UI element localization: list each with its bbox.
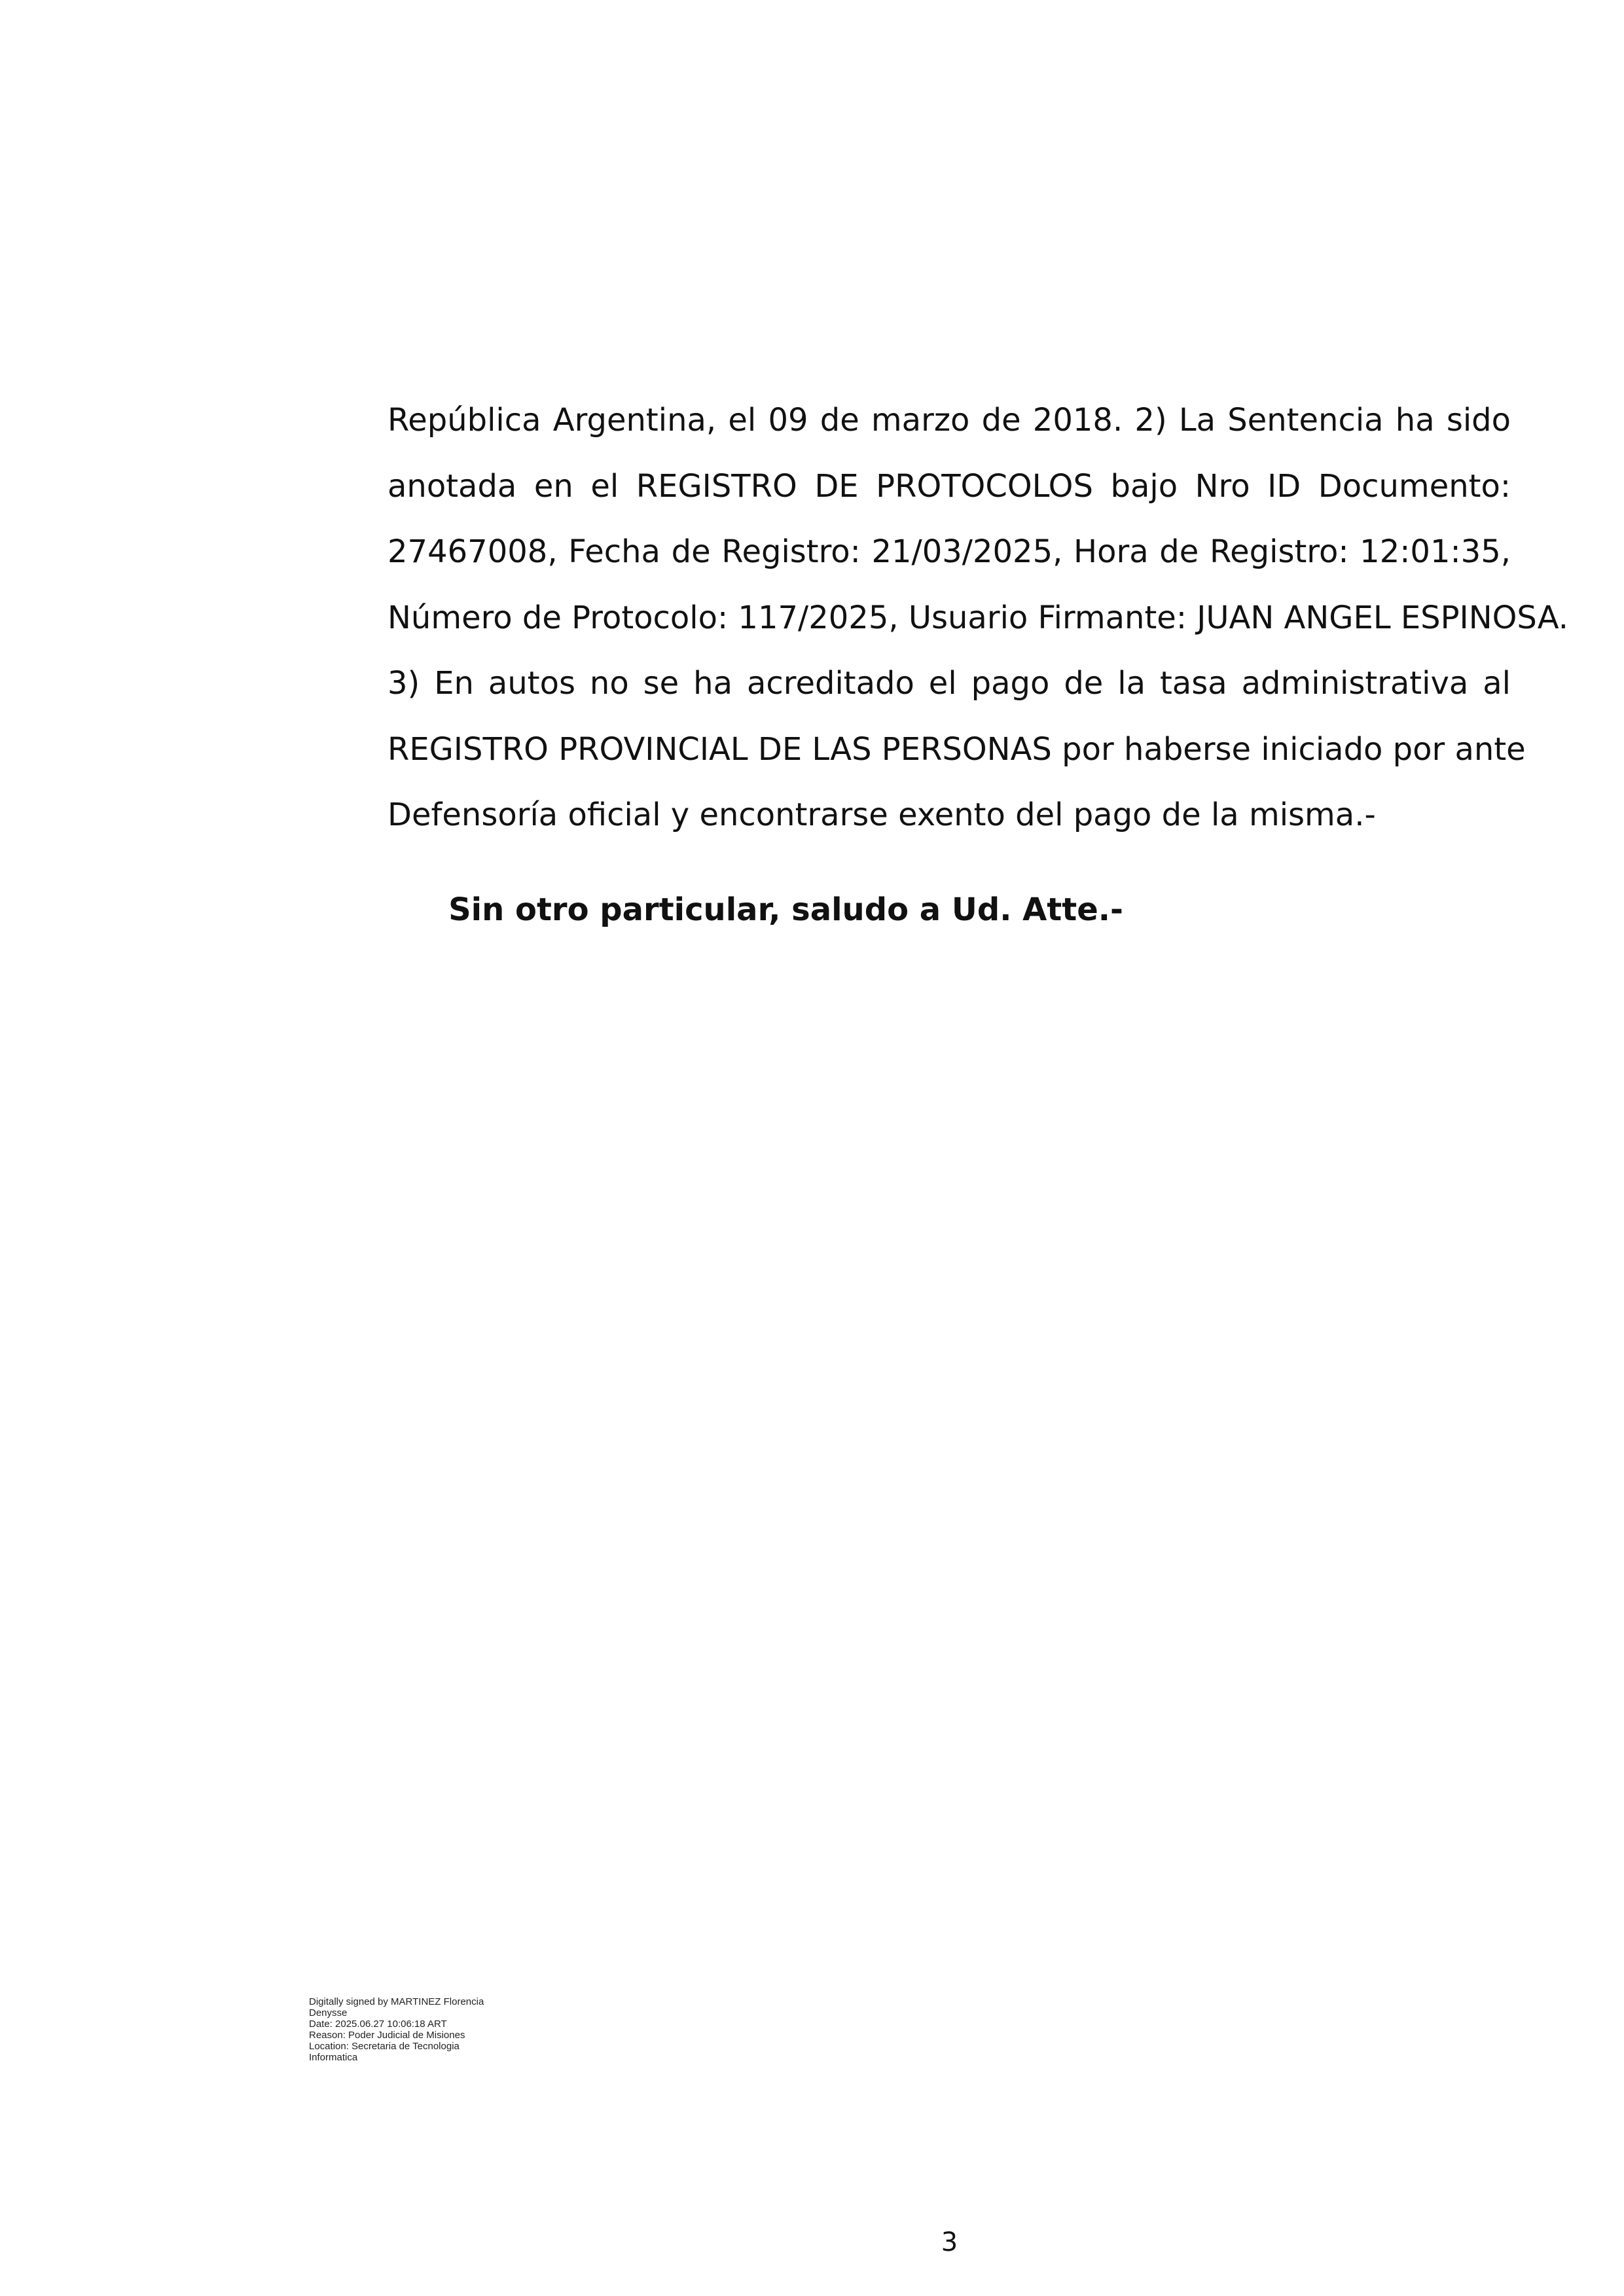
signature-line: Location: Secretaria de Tecnologia <box>309 2041 460 2052</box>
closing-salutation <box>0 890 1624 929</box>
body-line: 27467008, Fecha de Registro: 21/03/2025, Hora de Registro: 12:01:35, <box>388 533 1511 570</box>
signature-line: Digitally signed by MARTINEZ Florencia <box>309 1996 484 2007</box>
body-line: Número de Protocolo: 117/2025, Usuario Firmante: JUAN ANGEL ESPINOSA. <box>388 599 1569 636</box>
body-line: República Argentina, el 09 de marzo de 2018. 2) La Sentencia ha sido <box>388 402 1511 439</box>
signature-line: Reason: Poder Judicial de Misiones <box>309 2030 465 2041</box>
body-line: REGISTRO PROVINCIAL DE LAS PERSONAS por haberse iniciado por ante <box>388 730 1526 768</box>
body-line: 3) En autos no se ha acreditado el pago de la tasa administrativa al <box>388 665 1511 702</box>
body-line: anotada en el REGISTRO DE PROTOCOLOS bajo Nro ID Documento: <box>388 467 1511 505</box>
body-line: Defensoría oficial y encontrarse exento del pago de la misma.- <box>388 797 1376 833</box>
page-number <box>0 2227 1624 2258</box>
closing-text: Sin otro particular, saludo a Ud. Atte.- <box>448 891 1123 928</box>
page-number-text: 3 <box>941 2227 958 2257</box>
signature-line: Denysse <box>309 2007 348 2018</box>
digital-signature-block <box>309 1996 584 2063</box>
body-paragraph <box>388 387 1569 848</box>
signature-line: Date: 2025.06.27 10:06:18 ART <box>309 2018 447 2030</box>
signature-line: Informatica <box>309 2052 358 2063</box>
